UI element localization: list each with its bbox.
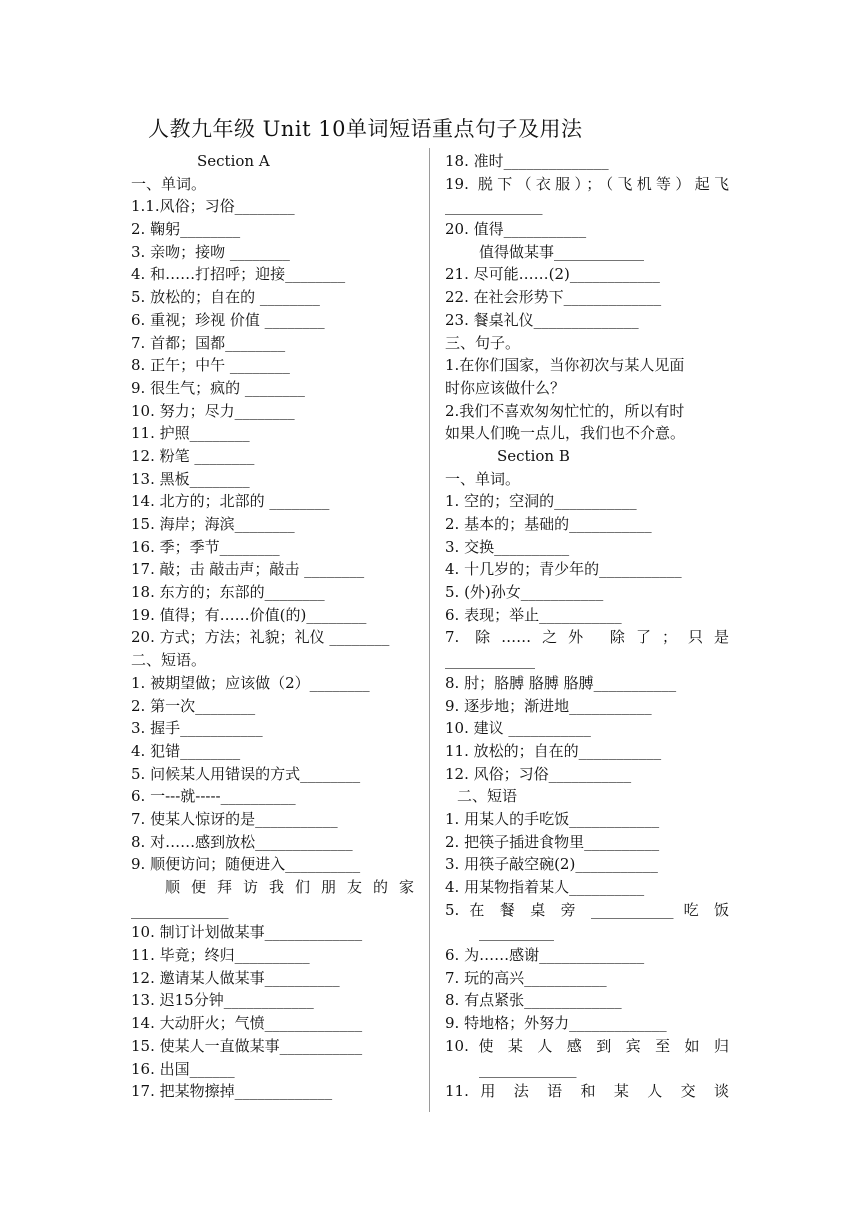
word-item: 9. 逐步地；渐进地___________ — [445, 696, 652, 715]
phrase-item: 21. 尽可能……(2)____________ — [445, 265, 660, 284]
word-item: 4. 和……打招呼；迎接________ — [131, 265, 346, 284]
phrase-item: 8. 对……感到放松_____________ — [131, 832, 353, 851]
word-item: 14. 北方的；北部的 ________ — [131, 492, 330, 511]
phrase-item: 22. 在社会形势下_____________ — [445, 288, 662, 307]
word-item: 6. 重视；珍视 价值 ________ — [131, 310, 325, 329]
phrase-item: 23. 餐桌礼仪______________ — [445, 310, 639, 329]
phrase-item: 1. 用某人的手吃饭____________ — [445, 809, 660, 828]
word-item: 1.1.风俗；习俗________ — [131, 197, 295, 216]
sentence-line: 时你应该做什么？ — [445, 378, 566, 397]
section-b-heading: Section B — [497, 446, 570, 465]
phrase-item: 11. 毕竟；终归__________ — [131, 946, 310, 965]
phrases-heading: 二、短语。 — [131, 651, 207, 670]
phrase-item: 15. 使某人一直做某事___________ — [131, 1036, 363, 1055]
word-item: 7. 首都；国都________ — [131, 333, 286, 352]
phrases-heading: 二、短语 — [457, 787, 518, 806]
column-divider — [429, 148, 430, 1112]
word-item: 20. 方式；方法；礼貌；礼仪 ________ — [131, 628, 390, 647]
word-item: 7. 除……之外 除了；只是 — [445, 628, 729, 647]
phrase-item: 3. 握手___________ — [131, 719, 263, 738]
answer-blank: __________ — [479, 923, 554, 942]
document-title: 人教九年级 Unit 10单词短语重点句子及用法 — [148, 117, 583, 141]
word-item: 6. 表现；举止___________ — [445, 605, 622, 624]
phrase-item: 3. 用筷子敲空碗(2)___________ — [445, 855, 658, 874]
words-heading: 一、单词。 — [445, 469, 521, 488]
word-item: 3. 亲吻；接吻 ________ — [131, 242, 290, 261]
section-a-heading: Section A — [197, 152, 270, 170]
phrase-item: 20. 值得___________ — [445, 220, 587, 239]
answer-blank: ____________ — [445, 651, 535, 670]
phrase-item: 4. 犯错________ — [131, 741, 241, 760]
word-item: 15. 海岸；海滨________ — [131, 515, 295, 533]
word-item: 4. 十几岁的；青少年的___________ — [445, 560, 682, 579]
left-column — [131, 150, 414, 1103]
sentences-heading: 三、句子。 — [445, 333, 521, 352]
phrase-item: 13. 迟15分钟____________ — [131, 991, 314, 1010]
word-item: 2. 基本的；基础的___________ — [445, 515, 652, 533]
word-item: 11. 护照________ — [131, 424, 250, 443]
word-item: 2. 鞠躬________ — [131, 220, 241, 239]
word-item: 5. 放松的；自在的 ________ — [131, 288, 320, 307]
word-item: 13. 黑板________ — [131, 469, 250, 488]
phrase-item: 4. 用某物指着某人__________ — [445, 878, 645, 896]
right-column — [445, 150, 729, 1103]
word-item: 10. 努力；尽力________ — [131, 401, 295, 420]
word-item: 12. 风俗；习俗___________ — [445, 764, 632, 783]
phrase-item: 6. 一---就-----__________ — [131, 787, 296, 806]
phrase-item: 1. 被期望做；应该做（2）________ — [131, 673, 370, 692]
word-item: 11. 放松的；自在的___________ — [445, 741, 662, 760]
phrase-item: 7. 玩的高兴___________ — [445, 968, 607, 987]
word-item: 17. 敲；击 敲击声；敲击 ________ — [131, 560, 365, 579]
word-item: 18. 东方的；东部的________ — [131, 583, 325, 602]
phrase-item: 9. 特地格；外努力_____________ — [445, 1014, 667, 1033]
phrase-item: 10. 使 某 人 感 到 宾 至 如 归 — [445, 1036, 729, 1055]
phrase-item: 18. 准时______________ — [445, 152, 609, 170]
answer-blank: _____________ — [479, 1059, 577, 1078]
phrase-item: 5. 问候某人用错误的方式________ — [131, 764, 361, 783]
word-item: 9. 很生气；疯的 ________ — [131, 378, 305, 397]
word-item: 8. 肘；胳膊 胳膊 胳膊___________ — [445, 673, 677, 692]
answer-blank: _____________ — [445, 197, 543, 216]
phrase-item: 16. 出国______ — [131, 1059, 235, 1078]
phrase-item: 17. 把某物擦掉_____________ — [131, 1082, 333, 1101]
answer-blank: _____________ — [131, 900, 229, 919]
word-item: 19. 值得；有……价值(的)________ — [131, 605, 367, 624]
phrase-item-continuation: 值得做某事____________ — [479, 242, 645, 261]
phrase-item: 2. 第一次________ — [131, 696, 256, 715]
word-item: 16. 季；季节________ — [131, 537, 280, 556]
phrase-item: 14. 大动肝火；气愤_____________ — [131, 1014, 363, 1033]
word-item: 12. 粉笔 ________ — [131, 446, 255, 465]
phrase-item: 10. 制订计划做某事_____________ — [131, 923, 363, 942]
phrase-item-continuation: 顺便拜访我们朋友的家 — [165, 878, 414, 896]
phrase-item: 2. 把筷子插进食物里__________ — [445, 832, 660, 851]
phrase-item: 5. 在 餐 桌 旁 ___________ 吃 饭 — [445, 900, 729, 919]
phrase-item: 9. 顺便访问；随便进入__________ — [131, 855, 361, 874]
words-heading: 一、单词。 — [131, 174, 207, 193]
word-item: 10. 建议 ___________ — [445, 719, 591, 738]
phrase-item: 6. 为……感谢______________ — [445, 946, 645, 965]
word-item: 5. (外)孙女___________ — [445, 583, 604, 602]
phrase-item: 12. 邀请某人做某事__________ — [131, 968, 340, 987]
phrase-item: 19. 脱下（衣服）；（飞机等）起飞 — [445, 174, 729, 193]
sentence-line: 1.在你们国家，当你初次与某人见面 — [445, 356, 685, 375]
word-item: 8. 正午；中午 ________ — [131, 356, 290, 375]
phrase-item: 7. 使某人惊讶的是___________ — [131, 809, 338, 828]
sentence-line: 如果人们晚一点儿，我们也不介意。 — [445, 424, 686, 443]
word-item: 3. 交换__________ — [445, 537, 570, 556]
phrase-item: 11. 用 法 语 和 某 人 交 谈 — [445, 1082, 729, 1101]
phrase-item: 8. 有点紧张_____________ — [445, 991, 622, 1010]
word-item: 1. 空的；空洞的___________ — [445, 492, 637, 511]
sentence-line: 2.我们不喜欢匆匆忙忙的，所以有时 — [445, 401, 685, 420]
